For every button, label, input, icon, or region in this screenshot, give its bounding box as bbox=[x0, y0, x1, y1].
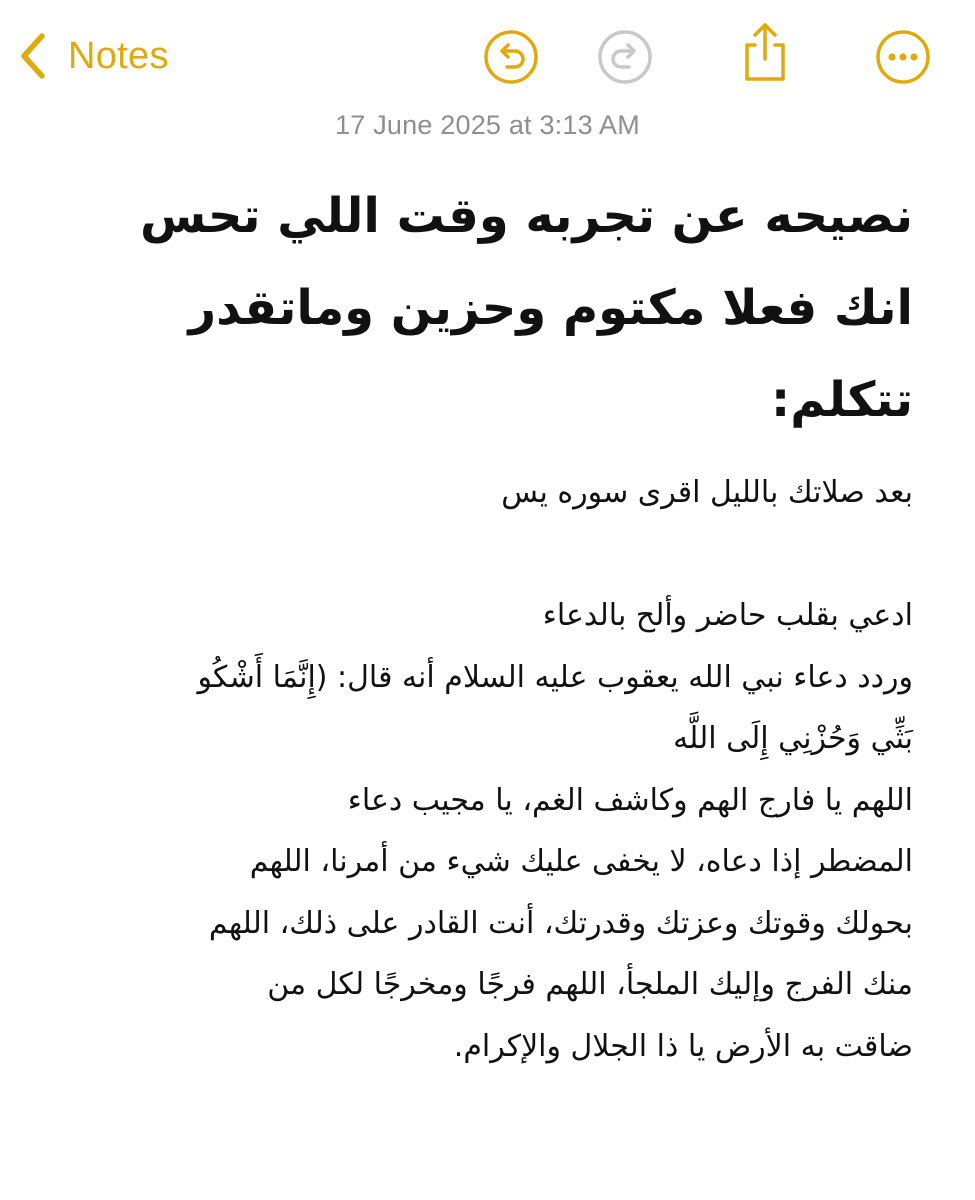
back-label: Notes bbox=[68, 34, 169, 77]
chevron-left-icon bbox=[18, 31, 52, 81]
body-line: وردد دعاء نبي الله يعقوب عليه السلام أنه قال: (إِنَّمَا أَشْكُو bbox=[197, 659, 913, 695]
toolbar bbox=[0, 0, 975, 110]
note-body[interactable] bbox=[53, 462, 913, 1077]
share-icon[interactable] bbox=[736, 22, 794, 80]
back-button[interactable] bbox=[18, 28, 169, 84]
body-line: اللهم يا فارج الهم وكاشف الغم، يا مجيب دعاء bbox=[347, 782, 913, 818]
body-line: بعد صلاتك بالليل اقرى سوره يس bbox=[501, 475, 913, 510]
body-line: منك الفرج وإليك الملجأ، اللهم فرجًا ومخرجًا لكل من bbox=[267, 967, 913, 1002]
body-line: بَثِّي وَحُزْنِي إِلَى اللَّه bbox=[673, 721, 913, 756]
undo-icon[interactable] bbox=[482, 28, 540, 86]
more-icon[interactable] bbox=[874, 28, 932, 86]
body-line bbox=[53, 524, 913, 586]
body-line: المضطر إذا دعاه، لا يخفى عليك شيء من أمرنا، اللهم bbox=[249, 844, 913, 879]
redo-icon[interactable] bbox=[596, 28, 654, 86]
body-line: ادعي بقلب حاضر وألح بالدعاء bbox=[542, 598, 913, 633]
title-line: تتكلم: bbox=[771, 372, 913, 428]
title-line: انك فعلا مكتوم وحزين وماتقدر bbox=[188, 280, 913, 336]
body-line: ضاقت به الأرض يا ذا الجلال والإكرام. bbox=[453, 1028, 913, 1064]
note-date: 17 June 2025 at 3:13 AM bbox=[335, 110, 640, 140]
body-line: بحولك وقوتك وعزتك وقدرتك، أنت القادر على ذلك، اللهم bbox=[208, 905, 913, 941]
note-title[interactable] bbox=[53, 170, 913, 446]
title-line: نصيحه عن تجربه وقت اللي تحس bbox=[140, 188, 913, 244]
